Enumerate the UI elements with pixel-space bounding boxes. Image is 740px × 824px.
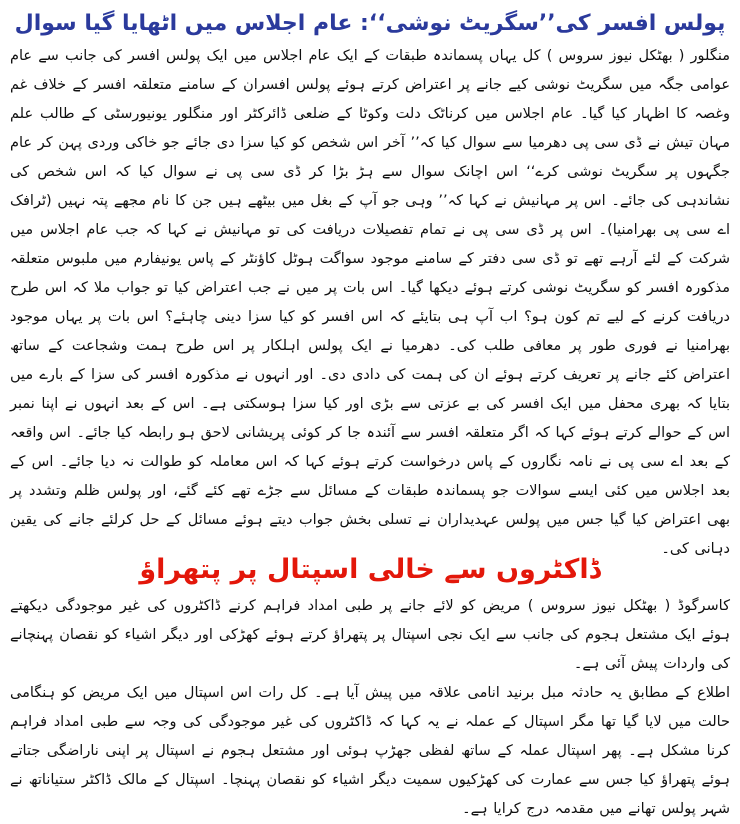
headline-police-smoking: پولس افسر کی’’سگریٹ نوشی‘‘: عام اجلاس میں اٹھایا گیا سوال bbox=[14, 11, 726, 36]
article-body bbox=[10, 592, 730, 824]
article-paragraph: اطلاع کے مطابق یہ حادثہ مبل برنید انامی علاقہ میں پیش آیا ہے۔ کل رات اس اسپتال میں ایک مریض کو ہنگامی حالت میں لایا گیا تھا مگر اسپتال کے عملہ نے یہ کہا کہ ڈاکٹروں کی غیر موجودگی کی وجہ سے طبی امداد فراہم کرنا مشکل ہے۔ پھر اسپتال عملہ کے ساتھ لفظی جھڑپ ہوئی اور مشتعل ہجوم نے اسپتال پر اپنی ناراضگی جتاتے ہوئے پتھراؤ کیا جس سے عمارت کی کھڑکیوں سمیت دیگر اشیاء کو نقصان پہنچا۔ اسپتال کے مالک ڈاکٹر ستیاناتھ نے شہر پولس تھانے میں مقدمہ درج کرایا ہے۔ bbox=[10, 685, 730, 817]
article-paragraph: منگلور ( بھٹکل نیوز سروس ) کل یہاں پسماندہ طبقات کے ایک عام اجلاس میں ایک پولس افسر کی جانب سے عام عوامی جگہ میں سگریٹ نوشی کیے جانے پر اعتراض کرتے ہوئے پولس افسران کے سامنے متعلقہ افسر کے خلاف غم وغصہ کا اظہار کیا گیا۔ عام اجلاس میں کرناٹک دلت وکوٹا کے ضلعی ڈائرکٹر اور منگلور یونیورسٹی کے طالب علم مہان تیش نے ڈی سی پی دھرمیا سے سوال کیا کہ’’ آخر اس شخص کو کیا سزا دی جائے جو خاکی وردی پہن کر عام جگہوں پر سگریٹ نوشی کرے‘‘ اس اچانک سوال سے ہڑ بڑا کر ڈی سی پی نے سوال کیا کہ اس شخص کی نشاندہی کی جائے۔ اس پر مہانیش نے کہا کہ’’ وہی جو آپ کے بغل میں بیٹھے ہیں جن کا نام مجھے پتہ نہیں (ٹرافک اے سی پی بھرامنیا)۔ اس پر ڈی سی پی نے تمام تفصیلات دریافت کی تو مہانیش نے کہا کہ جب عام اجلاس میں شرکت کے لئے آرہے تھے تو ڈی سی دفتر کے سامنے موجود سواگت ہوٹل کاؤنٹر کے پاس یونیفارم میں ملبوس متعلقہ مذکورہ افسر کو سگریٹ نوشی کرتے ہوئے دیکھا گیا۔ اس بات پر میں نے جب اعتراض کیا تو جواب ملا کہ اس طرح دریافت کرنے کے لیے تم کون ہو؟ اب آپ ہی بتایئے کہ اس افسر کو کیا سزا دینی چاہئے؟ اس بات پر یہاں موجود بھرامنیا نے فوری طور پر معافی طلب کی۔ دھرمیا نے ایک پولس اہلکار پر اس طرح ہمت وشجاعت کے ساتھ اعتراض کئے جانے پر تعریف کرتے ہوئے ان کی ہمت کی دادی دی۔ اور انہوں نے مذکورہ افسر کی سزا کے بارے میں بتایا کہ بھری محفل میں ایک افسر کی بے عزتی سے بڑی اور کیا سزا ہوسکتی ہے۔ اس کے بعد انہوں نے اپنا نمبر اس کے حوالے کرتے ہوئے کہا کہ اگر متعلقہ افسر سے آئندہ جا کر کوئی پریشانی لاحق ہو رابطہ کیا جائے۔ اس واقعہ کے بعد اے سی پی نے نامہ نگاروں کے پاس درخواست کرتے ہوئے کہا کہ اس معاملہ کو طوالت نہ دیا جائے۔ اس کے بعد اجلاس میں کئی ایسے سوالات جو پسماندہ طبقات کے مسائل سے جڑے تھے کئے گئے، اور پولس ظلم وتشدد پر بھی اعتراض کیا گیا جس میں پولس عہدیداران نے تسلی بخش جواب دیتے ہوئے مسائل کے حل کرلئے جانے کی یقین دہانی کی۔ bbox=[10, 48, 730, 557]
article-body bbox=[10, 42, 730, 557]
headline-hospital-stoning: ڈاکٹروں سے خالی اسپتال پر پتھراؤ bbox=[139, 554, 601, 585]
article-paragraph: کاسرگوڈ ( بھٹکل نیوز سروس ) مریض کو لائے جانے پر طبی امداد فراہم کرنے ڈاکٹروں کی غیر موجودگی دیکھتے ہوئے ایک مشتعل ہجوم کی جانب سے ایک نجی اسپتال پر پتھراؤ کرتے ہوئے کھڑکی اور دیگر اشیاء کو نقصان پہنچانے کی واردات پیش آئی ہے۔ bbox=[10, 598, 730, 672]
article-police-smoking bbox=[10, 6, 730, 557]
article-hospital-stoning bbox=[10, 548, 730, 824]
